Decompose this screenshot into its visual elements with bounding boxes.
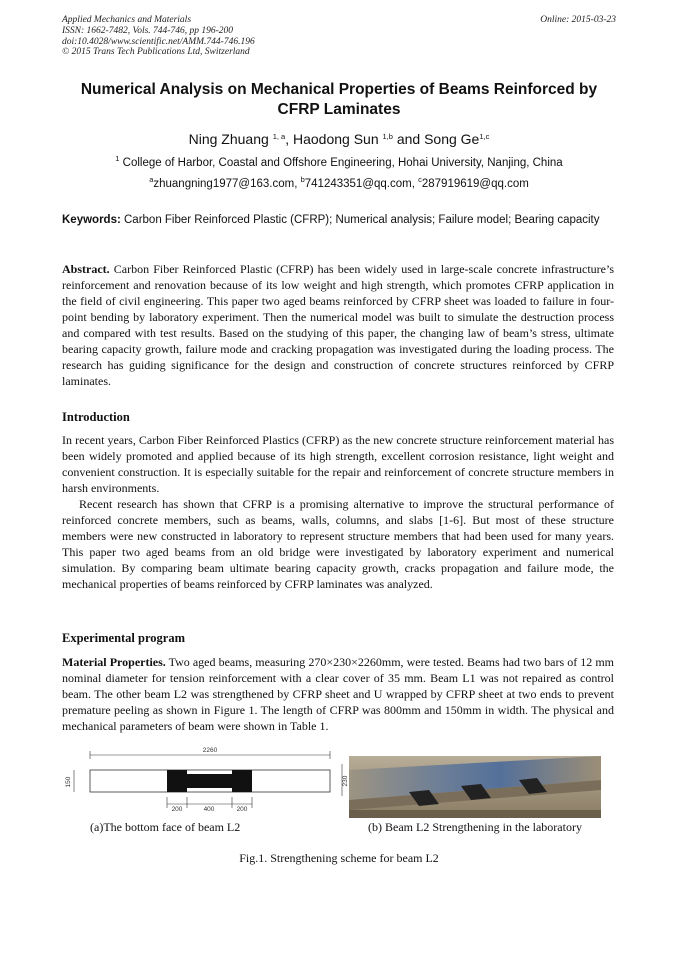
email-sup: a (149, 175, 154, 184)
keywords-label: Keywords: (62, 214, 121, 226)
material-properties-text: Two aged beams, measuring 270×230×2260mm, were tested. Beams had two bars of 12 mm nominal diameter for tension reinforcement with a clear cover of 35 mm. Beam L1 was not repaired as control beam. The other beam L2 was strengthened by CFRP sheet and U wrapped by CFRP sheet at two ends to prevent premature peeling as shown in Figure 1. The length of CFRP was 800mm and 150mm in width. The physical and mechanical parameters of beam were shown in Table 1. (62, 655, 615, 733)
material-properties-paragraph (62, 654, 614, 734)
dim-total-label: 2260 (202, 747, 218, 754)
journal-header (62, 15, 616, 58)
email-link[interactable]: 741243351@qq.com, (304, 178, 419, 190)
author-name: , Haodong Sun (285, 131, 383, 147)
abstract (62, 261, 614, 389)
dim-b-label: 400 (203, 806, 215, 813)
affiliation-text: College of Harbor, Coastal and Offshore Engineering, Hohai University, Nanjing, China (119, 157, 563, 169)
dim-right-label: 230 (342, 775, 349, 787)
intro-paragraph-1: In recent years, Carbon Fiber Reinforced Plastics (CFRP) as the new concrete structure reinforcement material has been widely promoted and applied because of its high strength, excellent corrosion resistance, light weight and convenient construction. It is especially suitable for the repair and reinforcement of concrete structure members in harsh environments. (62, 433, 614, 495)
figure-caption-a: (a)The bottom face of beam L2 (90, 820, 241, 834)
author-list (62, 130, 616, 148)
figure-caption-b: (b) Beam L2 Strengthening in the laboratory (368, 820, 582, 834)
title-line-1: Numerical Analysis on Mechanical Properties of Beams Reinforced by (80, 81, 598, 98)
email-sup: c (418, 175, 422, 184)
author-name: Ning Zhuang (188, 131, 273, 147)
email-sup: b (300, 175, 305, 184)
author-sup: 1, a (272, 132, 286, 141)
email-link[interactable]: 287919619@qq.com (421, 178, 529, 190)
journal-issn: ISSN: 1662-7482, Vols. 744-746, pp 196-200 (62, 25, 233, 36)
beam-photo (349, 756, 601, 818)
material-properties-label: Material Properties. (62, 655, 166, 669)
affiliation (62, 156, 616, 171)
dim-c-label: 200 (236, 806, 248, 813)
email-list (62, 177, 616, 192)
journal-doi: doi:10.4028/www.scientific.net/AMM.744-746.196 (62, 36, 255, 47)
abstract-label: Abstract. (62, 262, 110, 276)
section-heading-introduction: Introduction (62, 410, 130, 424)
journal-name: Applied Mechanics and Materials (62, 15, 192, 25)
affiliation-sup: 1 (115, 154, 120, 163)
section-heading-experimental: Experimental program (62, 631, 186, 645)
online-date: Online: 2015-03-23 (540, 15, 616, 25)
paper-title (62, 80, 616, 120)
abstract-text: Carbon Fiber Reinforced Plastic (CFRP) has been widely used in large-scale concrete infrastructure’s reinforcement and renovation because of its low weight and high strength, which promotes CFRP application in the field of civil engineering. This paper two aged beams reinforced by CFRP sheet was loaded to failure in four-point bending by laboratory experiment. Then the numerical model was built to simulate the destruction process and compared with test results. Based on the studying of this paper, the changing law of beam’s stress, ultimate bearing capacity growth, failure mode and cracking propagation was investigated during the loading process. The research has guiding significance for the design and construction of concrete structures reinforced by CFRP laminates. (62, 262, 614, 388)
title-line-2: CFRP Laminates (277, 101, 401, 118)
intro-paragraph-2: Recent research has shown that CFRP is a promising alternative to improve the structural performance of reinforced concrete members, such as beams, walls, columns, and slabs [1-6]. But most of these structure members were new constructed in laboratory to represent structure members that had been used for many years. This paper two aged beams from an old bridge were investigated by laboratory experiment and numerical simulation. By comparing beam ultimate bearing capacity growth, cracks propagation and failure mode, the mechanical properties of beams reinforced by CFRP laminates was analyzed. (62, 497, 614, 591)
figure-caption: Fig.1. Strengthening scheme for beam L2 (239, 851, 439, 865)
keywords (62, 213, 614, 228)
email-link[interactable]: zhuangning1977@163.com, (153, 178, 301, 190)
beam-drawing (62, 744, 350, 816)
keywords-text: Carbon Fiber Reinforced Plastic (CFRP); Numerical analysis; Failure model; Bearing capacity (120, 214, 600, 226)
author-sup: 1,b (382, 132, 393, 141)
dim-left-label: 150 (65, 776, 72, 788)
dim-a-label: 200 (171, 806, 183, 813)
author-sup: 1,c (479, 132, 490, 141)
journal-copyright: © 2015 Trans Tech Publications Ltd, Switzerland (62, 47, 250, 58)
author-name: and Song Ge (392, 131, 480, 147)
